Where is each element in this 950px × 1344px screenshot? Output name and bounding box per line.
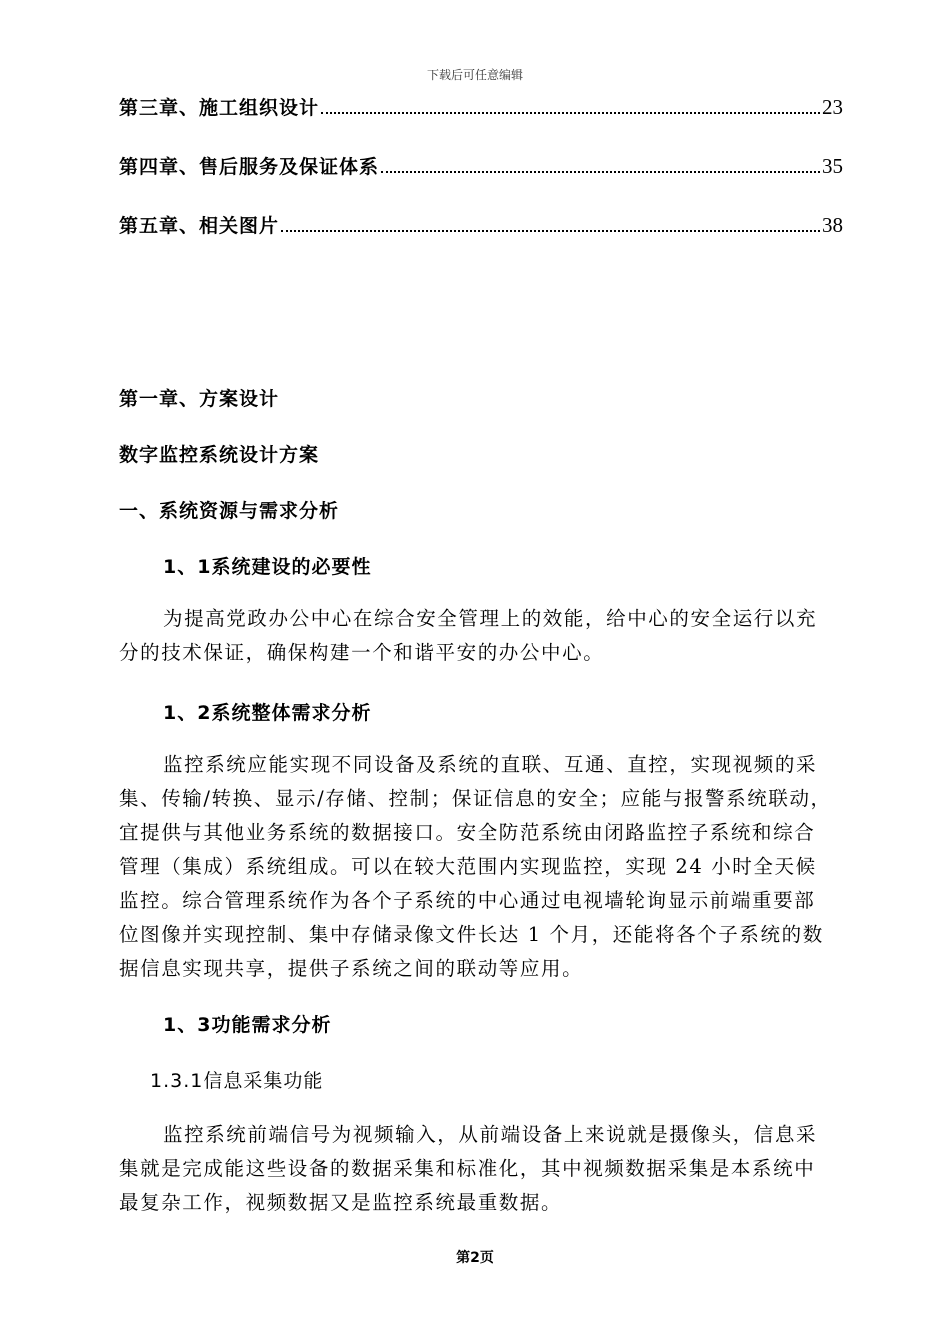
- subsection-heading-1-2: 1、2系统整体需求分析: [163, 702, 372, 724]
- paragraph-1-1: [119, 602, 859, 670]
- paragraph-line: 监控。综合管理系统作为各个子系统的中心通过电视墙轮询显示前端重要部: [119, 889, 816, 912]
- toc-entry-title: 第三章、施工组织设计: [119, 97, 320, 119]
- subsection-heading-1-1: 1、1系统建设的必要性: [163, 556, 372, 578]
- toc-entry-title: 第五章、相关图片: [119, 215, 280, 237]
- paragraph-line: 监控系统前端信号为视频输入，从前端设备上来说就是摄像头，信息采: [163, 1123, 818, 1146]
- toc-entry-chapter-5[interactable]: [119, 211, 843, 241]
- paragraph-line: 集就是完成能这些设备的数据采集和标准化，其中视频数据采集是本系统中: [119, 1157, 816, 1180]
- paragraph-line: 位图像并实现控制、集中存储录像文件长达 1 个月，还能将各个子系统的数: [119, 923, 824, 946]
- paragraph-line: 管理（集成）系统组成。可以在较大范围内实现监控，实现 24 小时全天候: [119, 855, 817, 878]
- toc-dot-leader: [381, 170, 820, 173]
- paragraph-line: 为提高党政办公中心在综合安全管理上的效能，给中心的安全运行以充: [163, 607, 818, 630]
- toc-entry-page: 38: [822, 213, 843, 237]
- paragraph-line: 分的技术保证，确保构建一个和谐平安的办公中心。: [119, 641, 605, 664]
- subsection-heading-1-3: 1、3功能需求分析: [163, 1014, 332, 1036]
- document-title: 数字监控系统设计方案: [119, 444, 320, 466]
- section-heading-1: 一、系统资源与需求分析: [119, 500, 340, 522]
- chapter-title: 第一章、方案设计: [119, 388, 280, 410]
- paragraph-line: 监控系统应能实现不同设备及系统的直联、互通、直控，实现视频的采: [163, 753, 818, 776]
- paragraph-1-2: [119, 748, 859, 986]
- toc-dot-leader: [281, 229, 820, 232]
- toc-entry-chapter-4[interactable]: [119, 152, 843, 182]
- page-header-note: 下载后可任意编辑: [426, 68, 523, 82]
- toc-entry-chapter-3[interactable]: [119, 93, 843, 123]
- toc-entry-title: 第四章、售后服务及保证体系: [119, 156, 380, 178]
- subsection-heading-1-3-1: 1.3.1信息采集功能: [150, 1070, 324, 1092]
- paragraph-1-3-1: [119, 1118, 859, 1220]
- paragraph-line: 最复杂工作，视频数据又是监控系统最重数据。: [119, 1191, 563, 1214]
- toc-dot-leader: [321, 111, 820, 114]
- page-number: 第2页: [456, 1250, 494, 1266]
- toc-entry-page: 35: [822, 154, 843, 178]
- paragraph-line: 集、传输/转换、显示/存储、控制；保证信息的安全；应能与报警系统联动，: [119, 787, 832, 810]
- paragraph-line: 据信息实现共享，提供子系统之间的联动等应用。: [119, 957, 584, 980]
- toc-entry-page: 23: [822, 95, 843, 119]
- paragraph-line: 宜提供与其他业务系统的数据接口。安全防范系统由闭路监控子系统和综合: [119, 821, 816, 844]
